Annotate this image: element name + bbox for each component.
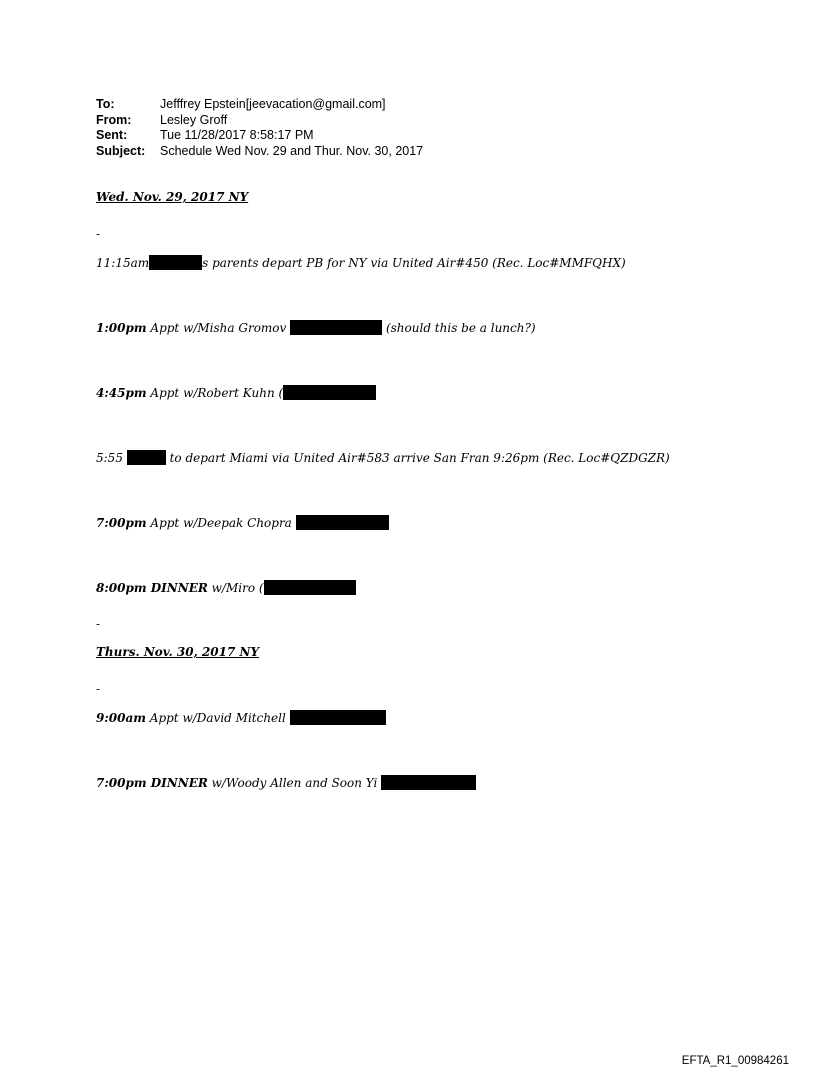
sent-value: Tue 11/28/2017 8:58:17 PM: [160, 128, 314, 142]
entry-text: Appt w/Misha Gromov: [150, 321, 287, 335]
entry-time: 8:00pm DINNER: [96, 581, 208, 595]
entry-time: 5:55: [96, 451, 123, 465]
to-label: To:: [96, 97, 115, 111]
from-label: From:: [96, 112, 132, 127]
sent-label: Sent:: [96, 128, 128, 142]
entry-text: s parents depart PB for NY via United Air#450 (Rec. Loc#MMFQHX): [202, 256, 626, 270]
schedule-entry: [96, 255, 626, 270]
to-row: [96, 97, 423, 113]
schedule-entry: [96, 515, 389, 530]
entry-time: 4:45pm: [96, 386, 147, 400]
entry-note: (should this be a lunch?): [385, 321, 536, 335]
entry-time: 1:00pm: [96, 321, 147, 335]
redaction-block: [264, 580, 356, 595]
redaction-block: [296, 515, 389, 530]
schedule-entry: [96, 580, 356, 595]
schedule-entry: [96, 450, 670, 465]
redaction-block: [290, 710, 386, 725]
entry-time: 11:15am: [96, 256, 150, 270]
entry-time: 7:00pm: [96, 516, 147, 530]
day2-heading: Thurs. Nov. 30, 2017 NY: [96, 645, 260, 659]
subject-row: [96, 144, 423, 160]
subject-label: Subject:: [96, 143, 146, 158]
email-header: [96, 97, 423, 159]
schedule-entry: [96, 320, 536, 335]
from-value: Lesley Groff: [160, 112, 228, 127]
day1-end-dash: -: [96, 617, 101, 631]
schedule-entry: [96, 710, 386, 725]
entry-text: Appt w/Robert Kuhn (: [150, 386, 284, 400]
entry-text: w/Miro (: [211, 581, 264, 595]
redaction-block: [127, 450, 166, 465]
from-row: [96, 113, 423, 129]
redaction-block: [283, 385, 376, 400]
day1-dash: -: [96, 227, 101, 241]
day1-heading: Wed. Nov. 29, 2017 NY: [96, 190, 249, 204]
document-id: EFTA_R1_00984261: [681, 1055, 789, 1067]
sent-row: [96, 128, 423, 144]
entry-text: Appt w/Deepak Chopra: [150, 516, 292, 530]
schedule-entry: [96, 775, 476, 790]
redaction-block: [381, 775, 476, 790]
to-value: Jefffrey Epstein[jeevacation@gmail.com]: [160, 97, 386, 111]
entry-text: Appt w/David Mitchell: [149, 711, 286, 725]
subject-value: Schedule Wed Nov. 29 and Thur. Nov. 30, 2017: [160, 143, 424, 158]
redaction-block: [290, 320, 382, 335]
schedule-entry: [96, 385, 376, 400]
entry-text: w/Woody Allen and Soon Yi: [211, 776, 378, 790]
entry-time: 9:00am: [96, 711, 146, 725]
redaction-block: [149, 255, 202, 270]
entry-text: to depart Miami via United Air#583 arrive San Fran 9:26pm (Rec. Loc#QZDGZR): [169, 451, 670, 465]
day2-dash: -: [96, 682, 101, 696]
entry-time: 7:00pm DINNER: [96, 776, 208, 790]
